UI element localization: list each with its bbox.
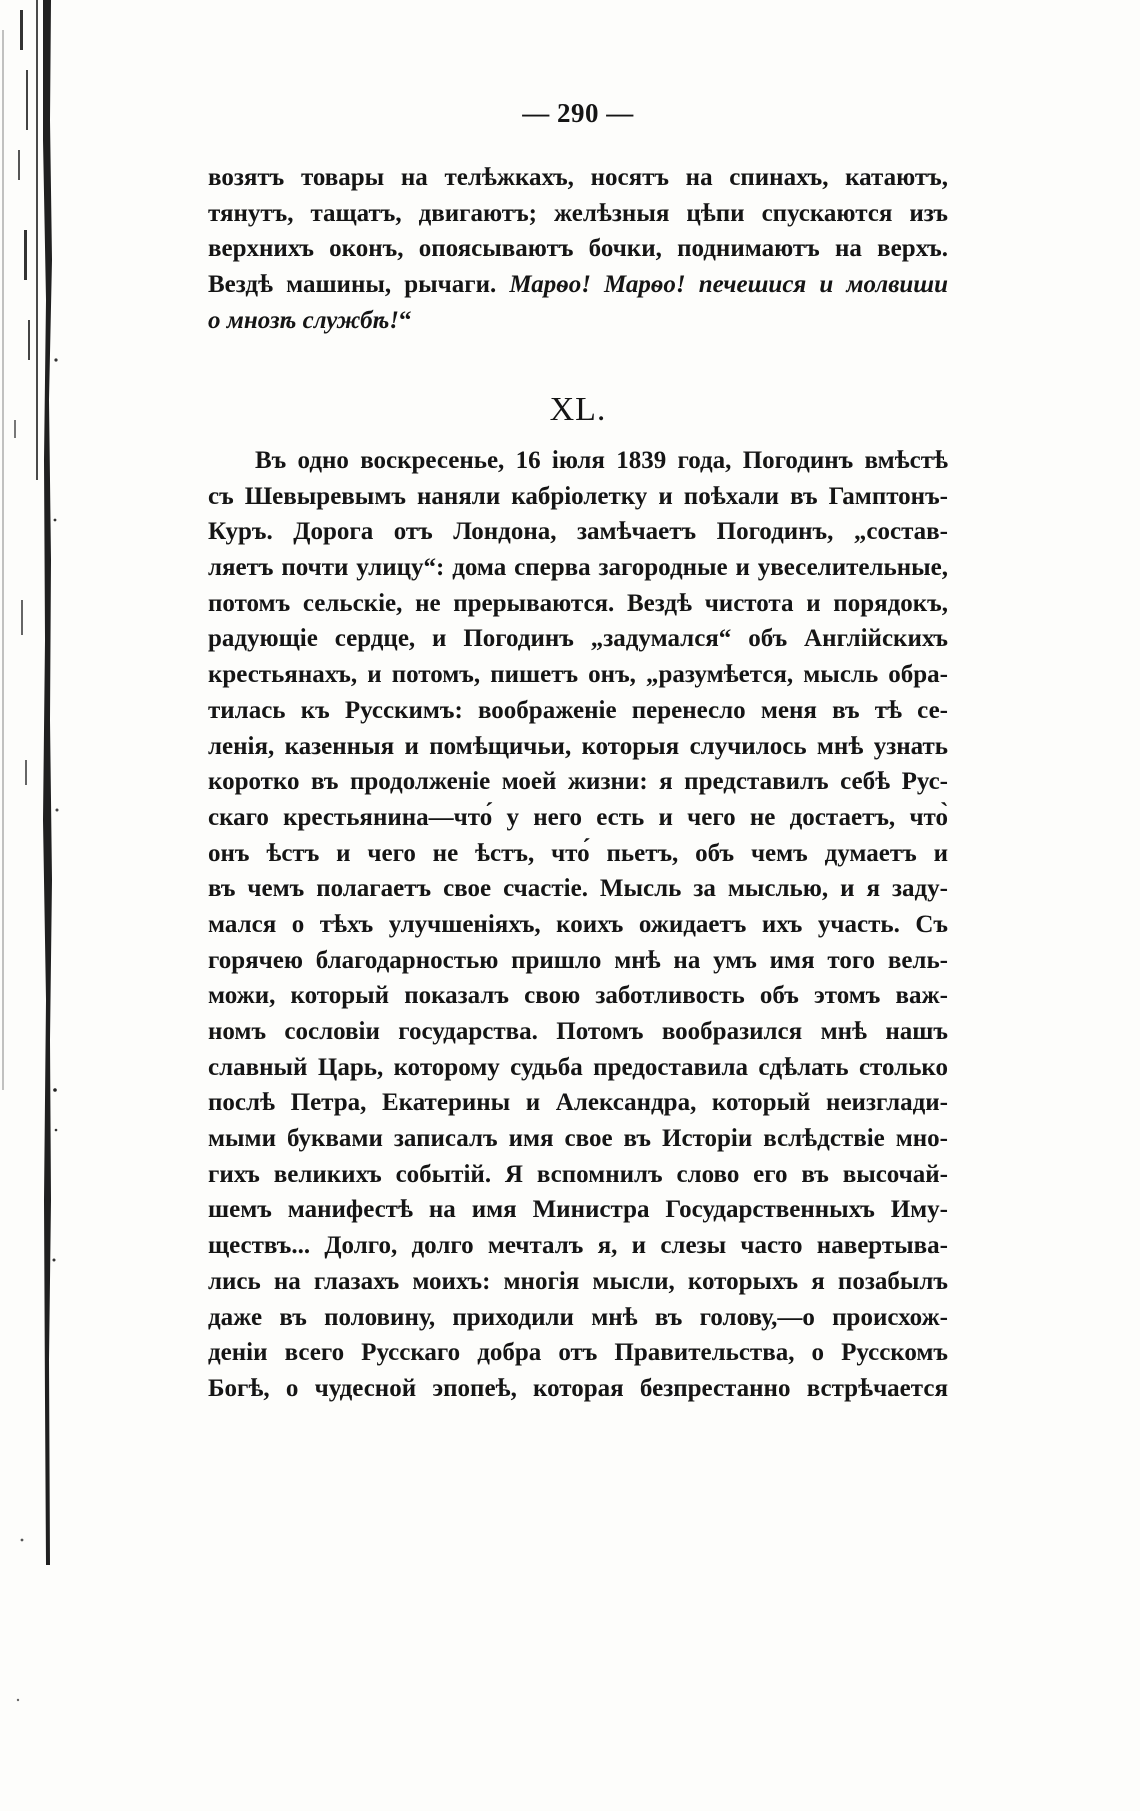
text-line: деніи всего Русскаго добра отъ Правительства, о Русскомъ	[208, 1339, 948, 1367]
text-line: верхнихъ оконъ, опоясываютъ бочки, поднимаютъ на верхъ.	[208, 235, 948, 263]
text-line	[208, 303, 948, 339]
text-line: тянутъ, тащатъ, двигаютъ; желѣзныя цѣпи спускаются изъ	[208, 199, 948, 227]
scripture-quote: Марѳо! Марѳо! печешися и молвиши	[509, 271, 948, 299]
text-line: скаго крестьянина—что́ у него есть и чего не достаетъ, что̀	[208, 803, 948, 831]
text-line: ленія, казенныя и помѣщичьи, которыя случилось мнѣ узнать	[208, 732, 948, 760]
text-line: въ чемъ полагаетъ свое счастіе. Мысль за мыслью, и я заду-	[208, 875, 948, 903]
closing-quote-mark: “	[399, 306, 412, 334]
text-line: славный Царь, которому судьба предоставила сдѣлать столько	[208, 1053, 948, 1081]
text-line: лись на глазахъ моихъ: многія мысли, которыхъ я позабылъ	[208, 1267, 948, 1295]
text-line: тилась къ Русскимъ: воображеніе перенесло меня въ тѣ се-	[208, 696, 948, 724]
text-line: коротко въ продолженіе моей жизни: я представилъ себѣ Рус-	[208, 768, 948, 796]
text-line: ществъ... Долго, долго мечталъ я, и слезы часто навертыва-	[208, 1232, 948, 1260]
text-line	[208, 267, 948, 303]
text-line: шемъ манифестѣ на имя Министра Государственныхъ Иму-	[208, 1196, 948, 1224]
text-line: Куръ. Дорога отъ Лондона, замѣчаетъ Погодинъ, „состав-	[208, 518, 948, 546]
text-line: номъ сословіи государства. Потомъ вообразился мнѣ нашъ	[208, 1018, 948, 1045]
text-line: послѣ Петра, Екатерины и Александра, который неизглади-	[208, 1089, 948, 1117]
text-line: даже въ половину, приходили мнѣ въ голову,—о происхож-	[208, 1303, 948, 1331]
text-line: Богѣ, о чудесной эпопеѣ, которая безпрестанно встрѣчается	[208, 1374, 948, 1402]
text-line: Въ одно воскресенье, 16 іюля 1839 года, Погодинъ вмѣстѣ	[255, 447, 948, 474]
section-paragraph	[208, 443, 948, 1407]
text-line: съ Шевыревымъ наняли кабріолетку и поѣхали въ Гамптонъ-	[208, 482, 948, 510]
text-line: радующіе сердце, и Погодинъ „задумался“ объ Англійскихъ	[208, 625, 948, 653]
text-line: гихъ великихъ событій. Я вспомнилъ слово его въ высочай-	[208, 1160, 948, 1188]
text-line: потомъ сельскіе, не прерываются. Вездѣ чистота и порядокъ,	[208, 589, 948, 617]
text-line: можи, который показалъ свою заботливость объ этомъ важ-	[208, 982, 948, 1010]
text-line: крестьянахъ, и потомъ, пишетъ онъ, „разумѣется, мысль обра-	[208, 661, 948, 689]
text-line: возятъ товары на телѣжкахъ, носятъ на спинахъ, катаютъ,	[208, 164, 948, 191]
binding-edge-shadow	[0, 0, 70, 1811]
page-number: — 290 —	[522, 98, 634, 128]
section-heading: XL.	[549, 391, 607, 428]
text-line: мыми буквами записалъ имя свое въ Исторіи вслѣдствіе мно-	[208, 1125, 948, 1153]
scripture-quote: о мнозѣ службѣ!	[208, 306, 400, 334]
text-line: мался о тѣхъ улучшеніяхъ, коихъ ожидаетъ ихъ участь. Съ	[208, 910, 948, 938]
text-line: онъ ѣстъ и чего не ѣстъ, что́ пьетъ, объ чемъ думаетъ и	[208, 839, 948, 867]
text-segment: Вездѣ машины, рычаги.	[208, 271, 510, 299]
text-line: горячею благодарностью пришло мнѣ на умъ имя того вель-	[208, 946, 948, 974]
continued-paragraph	[208, 160, 948, 338]
text-line: ляетъ почти улицу“: дома сперва загородные и увеселительные,	[208, 554, 948, 582]
